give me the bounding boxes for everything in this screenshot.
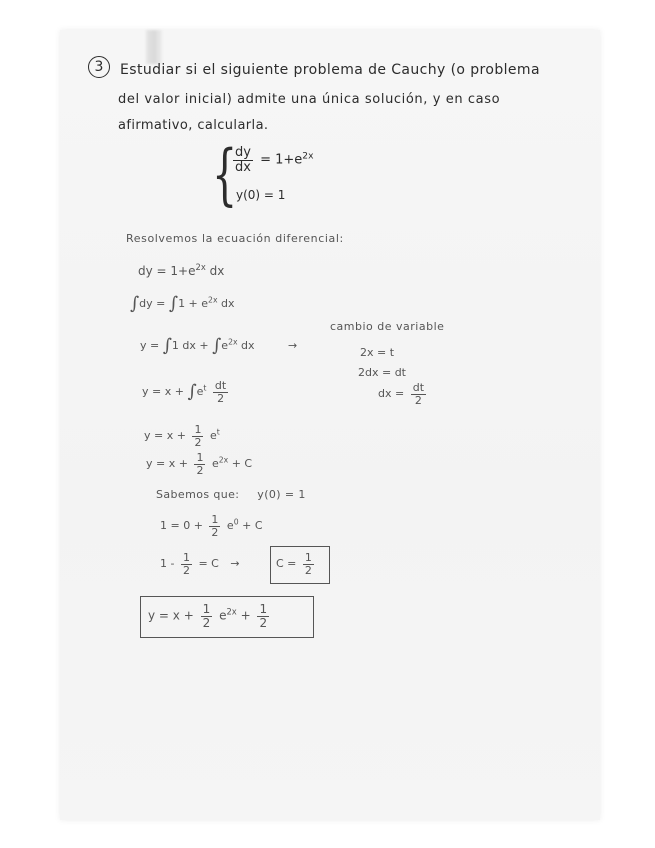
problem-line-3: afirmativo, calcularla.	[118, 118, 269, 133]
step-3: y = ∫1 dx + $\int e^{2x}$ dx →	[140, 336, 298, 356]
system-equation-2: y(0) = 1	[236, 188, 286, 202]
condition-step-1: 1 = 0 + $\frac{1}{2}$ $e^0 + C$	[160, 513, 263, 539]
problem-line-1: Estudiar si el siguiente problema de Cauchy (o problema	[120, 62, 540, 78]
change-of-variable-3: dx = $\frac{dt}{2}$	[378, 381, 425, 407]
paper-sheet	[60, 30, 600, 820]
step-6: y = x + $\frac{1}{2}$ $e^{2x} + C$	[146, 451, 253, 477]
step-2: $\int dy = \int 1 + e^{2x}$ dx	[130, 294, 235, 314]
change-of-variable-2: 2dx = dt	[358, 366, 406, 379]
paper-fold-shadow	[146, 30, 162, 64]
change-of-variable-title: cambio de variable	[330, 320, 445, 333]
initial-condition-label: Sabemos que: y(0) = 1	[156, 488, 306, 501]
condition-step-2: 1 - $\frac{1}{2}$ = C →	[160, 551, 240, 577]
problem-line-2: del valor inicial) admite una única solución, y en caso	[118, 92, 501, 107]
problem-number: 3	[88, 56, 110, 78]
constant-result: C = $\frac{1}{2}$	[276, 551, 312, 577]
change-of-variable-1: 2x = t	[360, 346, 395, 359]
step-4: $y = x + \int e^t$ $\frac{dt}{2}$	[142, 379, 227, 405]
solution-intro: Resolvemos la ecuación diferencial:	[126, 232, 344, 245]
step-1: dy = $1+e^{2x}$ dx	[138, 262, 225, 278]
system-equation-1: $\frac{dy}{dx}$ = $1+e^{2x}$	[235, 145, 314, 175]
system-brace: {	[212, 136, 238, 213]
final-answer: y = x + $\frac{1}{2}$ $e^{2x}$ + $\frac{1}{2}$	[148, 602, 268, 630]
step-5: y = x + $\frac{1}{2}$ $e^t$	[144, 423, 220, 449]
